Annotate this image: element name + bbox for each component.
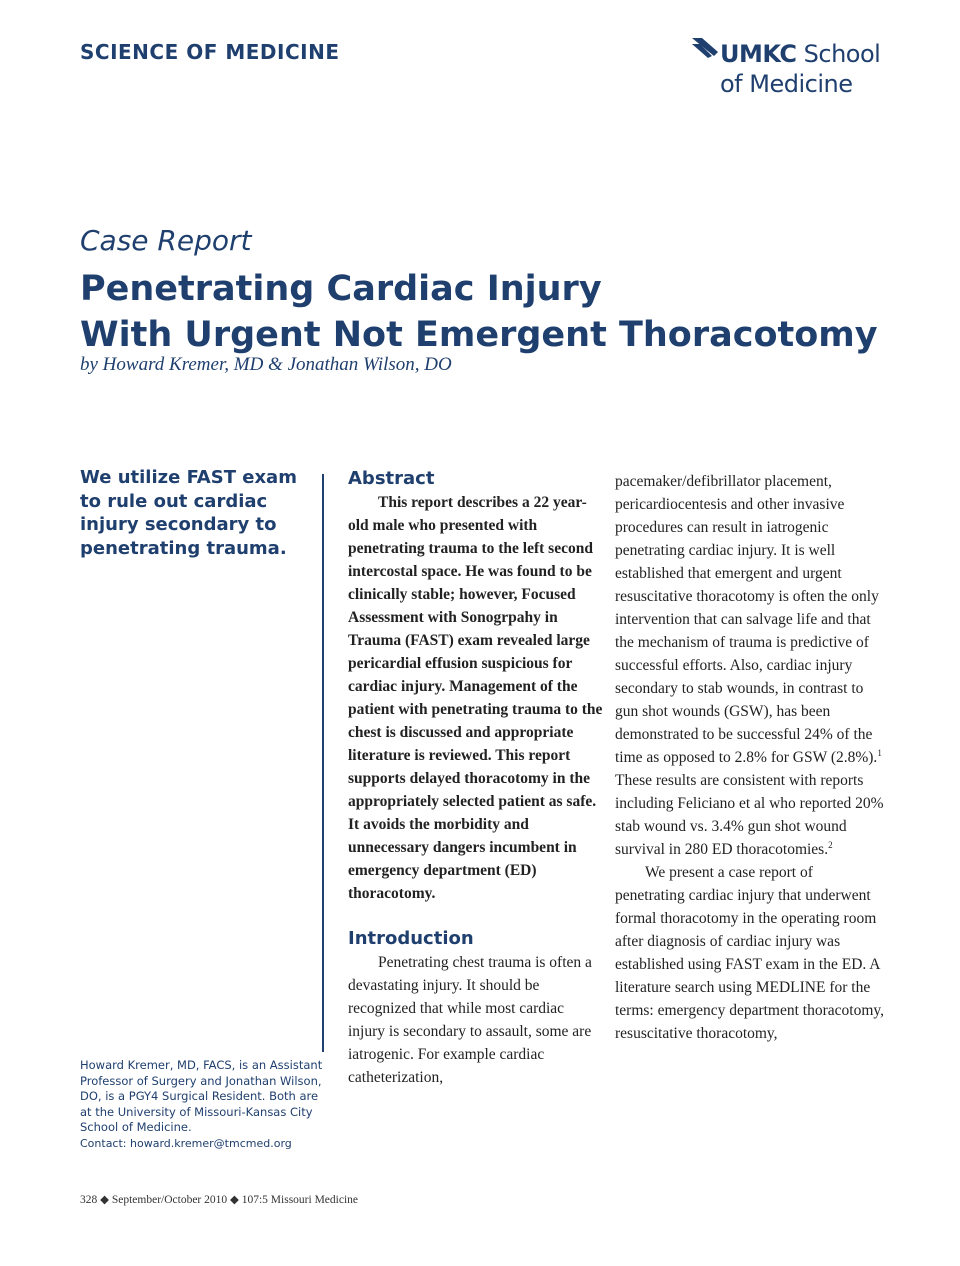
title-line-2: With Urgent Not Emergent Thoracotomy	[80, 315, 878, 355]
column-divider	[322, 474, 324, 1052]
introduction-heading: Introduction	[348, 928, 474, 949]
abstract-heading: Abstract	[348, 468, 435, 489]
author-note	[80, 1058, 330, 1151]
author-bio: Howard Kremer, MD, FACS, is an Assistant Professor of Surgery and Jonathan Wilson, DO, is a PGY4 Surgical Resident. Both are at the University of Missouri-Kansas City School of Medicine.	[80, 1058, 323, 1134]
column-abstract-intro	[348, 467, 603, 1089]
body-paragraph-1-part-b: These results are consistent with reports including Feliciano et al who reported 20% stab wound vs. 3.4% gun shot wound survival in 280 ED thoracotomies.	[615, 772, 884, 858]
byline: by Howard Kremer, MD & Jonathan Wilson, DO	[80, 354, 452, 375]
logo-school: School	[796, 40, 881, 68]
abstract-text: This report describes a 22 year-old male who presented with penetrating trauma to the left second intercostal space. He was found to be clinically stable; however, Focused Assessment with Sonogrpahy in Trauma (FAST) exam revealed large pericardial effusion suspicious for cardiac injury. Management of the patient with penetrating trauma to the chest is discussed and appropriate literature is reviewed. This report supports delayed thoracotomy in the appropriately selected patient as safe. It avoids the morbidity and unnecessary dangers incumbent in emergency department (ED) thoracotomy.	[348, 494, 603, 902]
column-body-continued	[615, 470, 885, 1045]
umkc-swoosh-icon	[690, 36, 720, 66]
body-paragraph-1-part-a: pacemaker/defibrillator placement, pericardiocentesis and other invasive procedures can result in iatrogenic penetrating cardiac injury. It is well established that emergent and urgent resuscitative thoracotomy is often the only intervention that can salvage life and that the mechanism of trauma is predictive of successful efforts. Also, cardiac injury secondary to stab wounds, in contrast to gun shot wounds (GSW), has been demonstrated to be successful 24% of the time as opposed to 2.8% for GSW (2.8%).	[615, 473, 879, 766]
author-contact: Contact: howard.kremer@tmcmed.org	[80, 1136, 292, 1150]
page-footer: 328 ◆ September/October 2010 ◆ 107:5 Missouri Medicine	[80, 1194, 358, 1206]
introduction-text: Penetrating chest trauma is often a devastating injury. It should be recognized that while most cardiac injury is secondary to assault, some are iatrogenic. For example cardiac catheterization,	[348, 954, 592, 1086]
section-label: SCIENCE OF MEDICINE	[80, 40, 340, 64]
pull-quote: We utilize FAST exam to rule out cardiac injury secondary to penetrating trauma.	[80, 467, 297, 559]
logo-of-medicine: of Medicine	[720, 70, 853, 98]
reference-2: 2	[828, 839, 833, 850]
body-paragraph-2: We present a case report of penetrating cardiac injury that underwent formal thoracotomy in the operating room after diagnosis of cardiac injury was established using FAST exam in the ED. A literature search using MEDLINE for the terms: emergency department thoracotomy, resuscitative thoracotomy,	[615, 864, 885, 1042]
article-title	[80, 266, 900, 358]
title-line-1: Penetrating Cardiac Injury	[80, 269, 602, 309]
case-report-label: Case Report	[80, 224, 252, 257]
umkc-logo	[690, 34, 881, 98]
body-paragraph-1	[615, 470, 885, 861]
reference-1: 1	[877, 747, 882, 758]
logo-umkc: UMKC	[720, 40, 797, 68]
